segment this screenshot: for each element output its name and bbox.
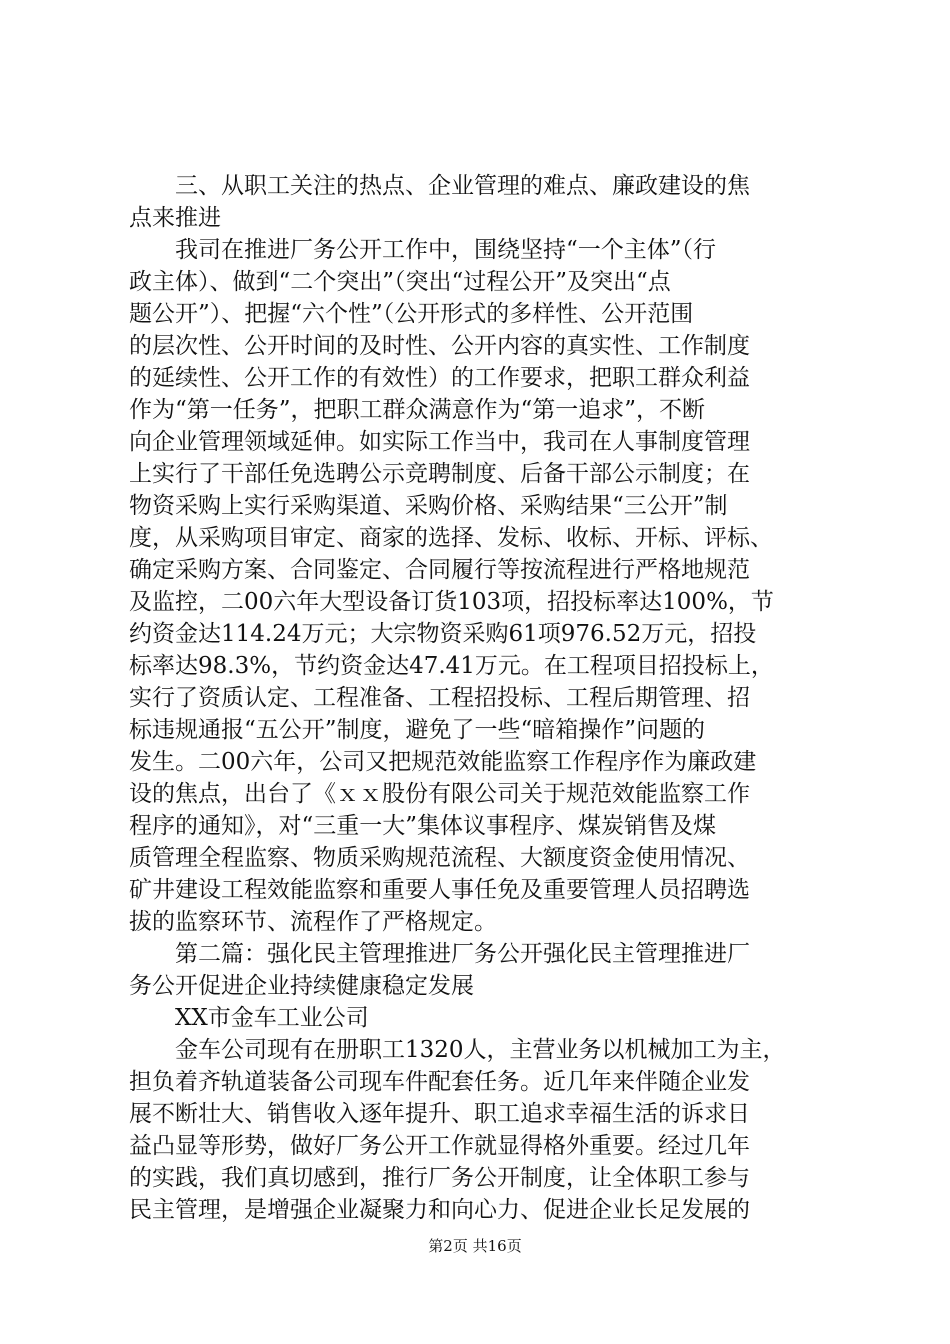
paragraph-line: 金车公司现有在册职工1320人，主营业务以机械加工为主， [175,1037,786,1063]
paragraph-line: 展不断壮大、销售收入逐年提升、职工追求幸福生活的诉求日 [129,1101,750,1127]
paragraph-line: 政主体）、做到“二个突出”（突出“过程公开”及突出“点 [129,269,671,295]
section-heading-line: 三、从职工关注的热点、企业管理的难点、廉政建设的焦 [175,173,750,199]
paragraph-line: 确定采购方案、合同鉴定、合同履行等按流程进行严格地规范 [129,557,750,583]
paragraph-line: 度，从采购项目审定、商家的选择、发标、收标、开标、评标、 [129,525,773,551]
paragraph-line: 的延续性、公开工作的有效性）的工作要求，把职工群众利益 [129,365,750,391]
paragraph-line: 上实行了干部任免选聘公示竞聘制度、后备干部公示制度；在 [129,461,750,487]
paragraph-line: 题公开”）、把握“六个性”（公开形式的多样性、公开范围 [129,301,694,327]
paragraph-line: 标率达98.3%，节约资金达47.41万元。在工程项目招投标上， [129,653,774,679]
paragraph-line: 发生。二00六年，公司又把规范效能监察工作程序作为廉政建 [129,749,757,775]
paragraph-line: 及监控，二00六年大型设备订货103项，招投标率达100%，节 [129,589,774,615]
chapter-title-line: 务公开促进企业持续健康稳定发展 [129,973,474,999]
paragraph-line: 实行了资质认定、工程准备、工程招投标、工程后期管理、招 [129,685,750,711]
paragraph-line: 益凸显等形势，做好厂务公开工作就显得格外重要。经过几年 [129,1133,750,1159]
paragraph-line: 向企业管理领域延伸。如实际工作当中，我司在人事制度管理 [129,429,750,455]
document-body [129,170,829,1226]
paragraph-line: 设的焦点，出台了《ｘｘ股份有限公司关于规范效能监察工作 [129,781,750,807]
paragraph-line: 的实践，我们真切感到，推行厂务公开制度，让全体职工参与 [129,1165,750,1191]
paragraph-line: 程序的通知》，对“三重一大”集体议事程序、煤炭销售及煤 [129,813,717,839]
paragraph-line: 民主管理，是增强企业凝聚力和向心力、促进企业长足发展的 [129,1197,750,1223]
paragraph-line: 作为“第一任务”，把职工群众满意作为“第一追求”，不断 [129,397,706,423]
paragraph-line: 矿井建设工程效能监察和重要人事任免及重要管理人员招聘选 [129,877,750,903]
paragraph-line: 物资采购上实行采购渠道、采购价格、采购结果“三公开”制 [129,493,728,519]
paragraph-line: 拔的监察环节、流程作了严格规定。 [129,909,497,935]
paragraph-line: 担负着齐轨道装备公司现车件配套任务。近几年来伴随企业发 [129,1069,750,1095]
organization-name: XX市金车工业公司 [175,1005,369,1031]
section-heading-line: 点来推进 [129,205,221,231]
paragraph-line: 质管理全程监察、物质采购规范流程、大额度资金使用情况、 [129,845,750,871]
paragraph-line: 标违规通报“五公开”制度，避免了一些“暗箱操作”问题的 [129,717,706,743]
paragraph-line: 我司在推进厂务公开工作中，围绕坚持“一个主体”（行 [175,237,717,263]
paragraph-line: 约资金达114.24万元；大宗物资采购61项976.52万元，招投 [129,621,757,647]
paragraph-line: 的层次性、公开时间的及时性、公开内容的真实性、工作制度 [129,333,750,359]
page-number-footer: 第2页 共16页 [428,1237,522,1255]
chapter-title-line: 第二篇：强化民主管理推进厂务公开强化民主管理推进厂 [175,941,750,967]
